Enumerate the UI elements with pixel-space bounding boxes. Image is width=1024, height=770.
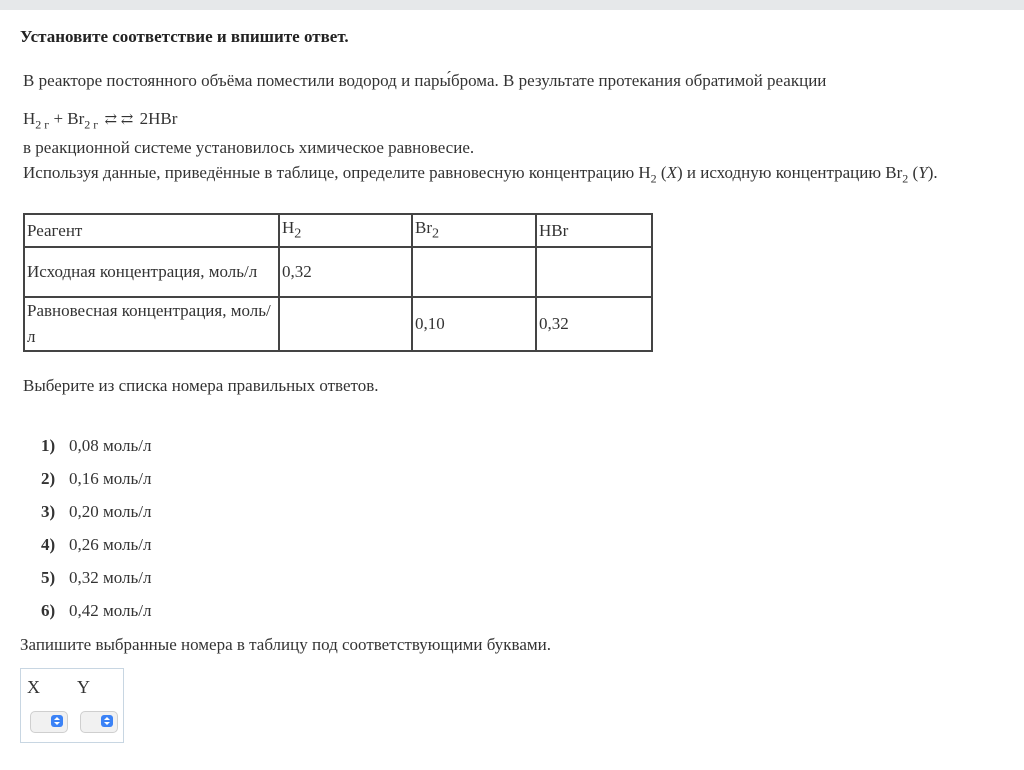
concentration-table <box>23 213 653 352</box>
header-h2-sub: 2 <box>294 225 302 242</box>
select-arrows-icon <box>101 715 113 727</box>
top-bar <box>0 0 1024 10</box>
line3-part-d: ( <box>908 163 919 182</box>
line3-sub-br: 2 <box>902 171 909 186</box>
reactant-h-subscript: 2 г <box>35 117 50 132</box>
option-number: 5) <box>41 568 56 587</box>
option-text: 0,20 моль/л <box>69 502 152 521</box>
answer-y-select[interactable] <box>80 711 118 733</box>
answer-instruction: Запишите выбранные номера в таблицу под соответствующими буквами. <box>20 635 551 654</box>
choose-prompt: Выберите из списка номера правильных ответов. <box>23 376 379 395</box>
list-item <box>41 502 151 522</box>
header-br2-sub: 2 <box>432 225 440 242</box>
equilibrium-arrows-icon: ⇄ ⇄ <box>104 112 134 128</box>
option-text: 0,26 моль/л <box>69 535 152 554</box>
option-text: 0,42 моль/л <box>69 601 152 620</box>
row-label: Исходная концентрация, моль/л <box>24 247 279 297</box>
line3-part-c: ) и исходную концентрацию Br <box>676 163 903 182</box>
answer-label-y: Y <box>77 677 90 697</box>
cell-br2: 0,10 <box>412 297 536 351</box>
cell-hbr: 0,32 <box>536 297 652 351</box>
reaction-equation <box>23 109 177 132</box>
header-h2-text: H <box>282 218 295 237</box>
header-h2 <box>279 214 412 247</box>
table-header-row <box>24 214 652 247</box>
cell-h2 <box>279 297 412 351</box>
answer-x-select[interactable] <box>30 711 68 733</box>
header-br2-text: Br <box>415 218 432 237</box>
table-row <box>24 297 652 351</box>
cell-br2 <box>412 247 536 297</box>
list-item <box>41 436 151 456</box>
line3-sub-h: 2 <box>650 171 657 186</box>
variable-x: X <box>666 163 677 182</box>
select-arrows-icon <box>51 715 63 727</box>
header-hbr: HBr <box>536 214 652 247</box>
option-number: 1) <box>41 436 56 455</box>
reactant-br: + Br <box>53 109 85 128</box>
cell-h2: 0,32 <box>279 247 412 297</box>
option-number: 6) <box>41 601 56 620</box>
header-br2 <box>412 214 536 247</box>
row-label: Равновесная концентрация, моль/л <box>24 297 279 351</box>
task-line-3 <box>23 163 938 186</box>
reaction-product: 2HBr <box>139 109 178 128</box>
option-text: 0,16 моль/л <box>69 469 152 488</box>
list-item <box>41 535 151 555</box>
option-number: 3) <box>41 502 56 521</box>
line3-part-e: ). <box>927 163 938 182</box>
line3-part-a: Используя данные, приведённые в таблице, определите равновесную концентрацию H <box>23 163 651 182</box>
option-number: 2) <box>41 469 56 488</box>
line3-part-b: ( <box>656 163 667 182</box>
reactant-h: H <box>23 109 36 128</box>
answer-label-x: X <box>27 677 40 697</box>
option-text: 0,08 моль/л <box>69 436 152 455</box>
list-item <box>41 601 151 621</box>
task-line-2: в реакционной системе установилось химическое равновесие. <box>23 138 475 157</box>
reactant-br-subscript: 2 г <box>84 117 99 132</box>
answer-table <box>20 668 124 743</box>
list-item <box>41 568 151 588</box>
header-reagent: Реагент <box>24 214 279 247</box>
cell-hbr <box>536 247 652 297</box>
task-intro: В реакторе постоянного объёма поместили водород и пары́брома. В результате протекания обратимой реакции <box>23 71 827 90</box>
variable-y: Y <box>918 163 928 182</box>
option-text: 0,32 моль/л <box>69 568 152 587</box>
option-number: 4) <box>41 535 56 554</box>
task-title: Установите соответствие и впишите ответ. <box>20 27 349 46</box>
table-row <box>24 247 652 297</box>
list-item <box>41 469 151 489</box>
